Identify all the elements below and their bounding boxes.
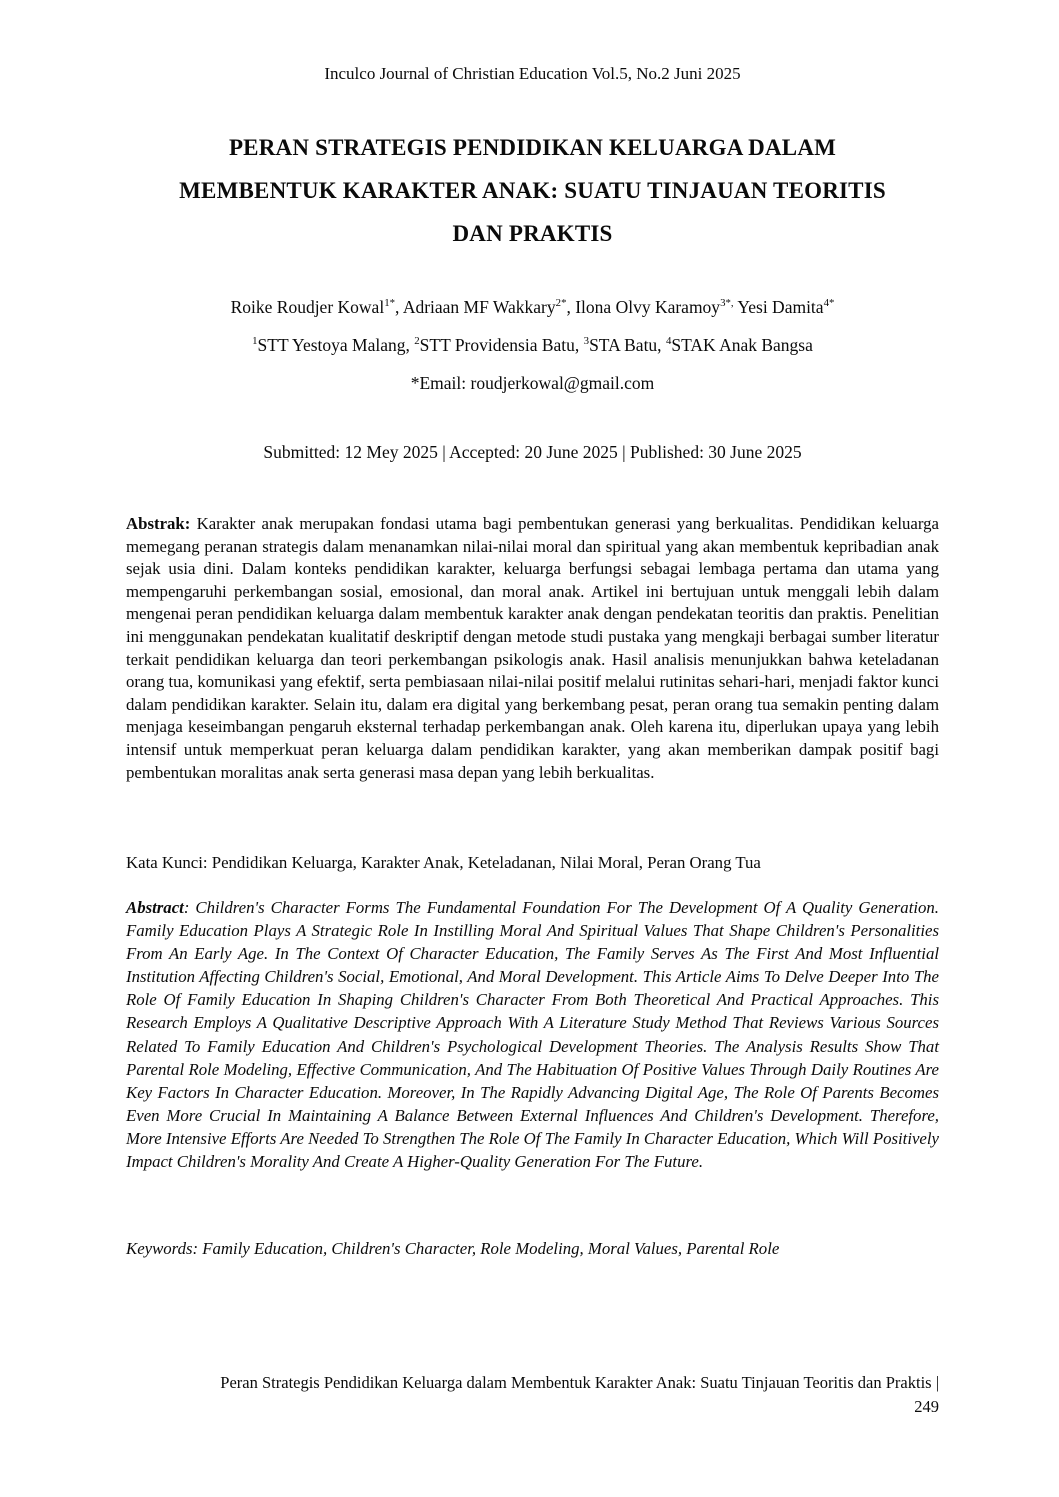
abstract-english-text: : Children's Character Forms The Fundamental Foundation For The Development Of A Quality Generation. Family Education Plays A Strategic Role In Instilling Moral And Spiritual Values That Shape Children's Personalities From An Early Age. In The Context Of Character Education, The Family Serves As The First And Most Influential Institution Affecting Children's Social, Emotional, And Moral Development. This Article Aims To Delve Deeper Into The Role Of Family Education In Shaping Children's Character From Both Theoretical And Practical Approaches. This Research Employs A Qualitative Descriptive Approach With A Literature Study Method That Reviews Various Sources Related To Family Education And Children's Psychological Development Theories. The Analysis Results Show That Parental Role Modeling, Effective Communication, And The Habituation Of Positive Values Through Daily Routines Are Key Factors In Character Education. Moreover, In The Rapidly Advancing Digital Age, The Role Of Parents Becomes Even More Crucial In Maintaining A Balance Between External Influences And Children's Development. Therefore, More Intensive Efforts Are Needed To Strengthen The Role Of The Family In Character Education, Which Will Positively Impact Children's Morality And Create A Higher-Quality Generation For The Future. [126,898,939,1172]
paper-title [126,126,939,255]
author-name-4: Yesi Damita [733,297,824,317]
abstract-indonesian-text: Karakter anak merupakan fondasi utama bagi pembentukan generasi yang berkualitas. Pendidikan keluarga memegang peranan strategis dalam menanamkan nilai-nilai moral dan spiritual yang akan membentuk kepribadian anak sejak usia dini. Dalam konteks pendidikan karakter, keluarga berfungsi sebagai lembaga pertama dan utama yang mempengaruhi perkembangan sosial, emosional, dan moral anak. Artikel ini bertujuan untuk menggali lebih dalam mengenai peran pendidikan keluarga dalam membentuk karakter anak dengan pendekatan teoritis dan praktis. Penelitian ini menggunakan pendekatan kualitatif deskriptif dengan metode studi pustaka yang mengkaji berbagai sumber literatur terkait pendidikan keluarga dan teori perkembangan psikologis anak. Hasil analisis menunjukkan bahwa keteladanan orang tua, komunikasi yang efektif, serta pembiasaan nilai-nilai positif melalui rutinitas sehari-hari, menjadi faktor kunci dalam pendidikan karakter. Selain itu, dalam era digital yang berkembang pesat, peran orang tua semakin penting dalam menjaga keseimbangan pengaruh eksternal terhadap perkembangan anak. Oleh karena itu, diperlukan upaya yang lebih intensif untuk memperkuat peran keluarga dalam pendidikan karakter, yang akan memberikan dampak positif bagi pembentukan moralitas anak serta generasi masa depan yang lebih berkualitas. [126,514,939,782]
affiliation-name-2: STT Providensia Batu, [419,335,584,355]
affiliation-marker-4: 4 [665,335,672,348]
paper-title-line-1: PERAN STRATEGIS PENDIDIKAN KELUARGA DALAM [228,135,837,160]
footer-running-title: Peran Strategis Pendidikan Keluarga dalam Membentuk Karakter Anak: Suatu Tinjauan Teoritis dan Praktis | [220,1373,939,1392]
author-marker-3: 3*, [720,297,734,310]
affiliation-name-4: STAK Anak Bangsa [671,335,813,355]
author-marker-1: 1* [384,297,396,310]
authors-block [126,288,939,402]
affiliation-name-1: STT Yestoya Malang, [257,335,415,355]
abstract-indonesian-label: Abstrak: [126,514,191,533]
author-marker-4: 4* [823,297,835,310]
affiliations-line [126,326,939,364]
author-marker-2: 2* [555,297,567,310]
email-address: roudjerkowal@gmail.com [470,373,655,393]
author-name-2: , Adriaan MF Wakkary [395,297,556,317]
paper-title-line-3: DAN PRAKTIS [452,221,613,246]
submission-dates-line: Submitted: 12 Mey 2025 | Accepted: 20 June 2025 | Published: 30 June 2025 [263,442,802,462]
email-line [126,364,939,402]
authors-line [126,288,939,326]
author-name-1: Roike Roudjer Kowal [230,297,385,317]
keywords-line: Keywords: Family Education, Children's Character, Role Modeling, Moral Values, Parental Role [126,1239,780,1258]
journal-header: Inculco Journal of Christian Education Vol.5, No.2 Juni 2025 [324,64,741,83]
footer-page-number: 249 [914,1397,939,1416]
author-name-3: , Ilona Olvy Karamoy [566,297,721,317]
kata-kunci-line: Kata Kunci: Pendidikan Keluarga, Karakter Anak, Keteladanan, Nilai Moral, Peran Orang Tua [126,853,761,872]
paper-title-line-2: MEMBENTUK KARAKTER ANAK: SUATU TINJAUAN TEORITIS [179,178,886,203]
affiliation-name-3: STA Batu, [589,335,666,355]
affiliation-marker-3: 3 [583,335,590,348]
abstract-english [126,896,939,1173]
page-footer [126,1371,939,1419]
email-label: *Email: [410,373,471,393]
affiliation-marker-2: 2 [414,335,420,348]
abstract-indonesian [126,513,939,784]
abstract-english-label: Abstract [126,898,184,917]
affiliation-marker-1: 1 [252,335,258,348]
